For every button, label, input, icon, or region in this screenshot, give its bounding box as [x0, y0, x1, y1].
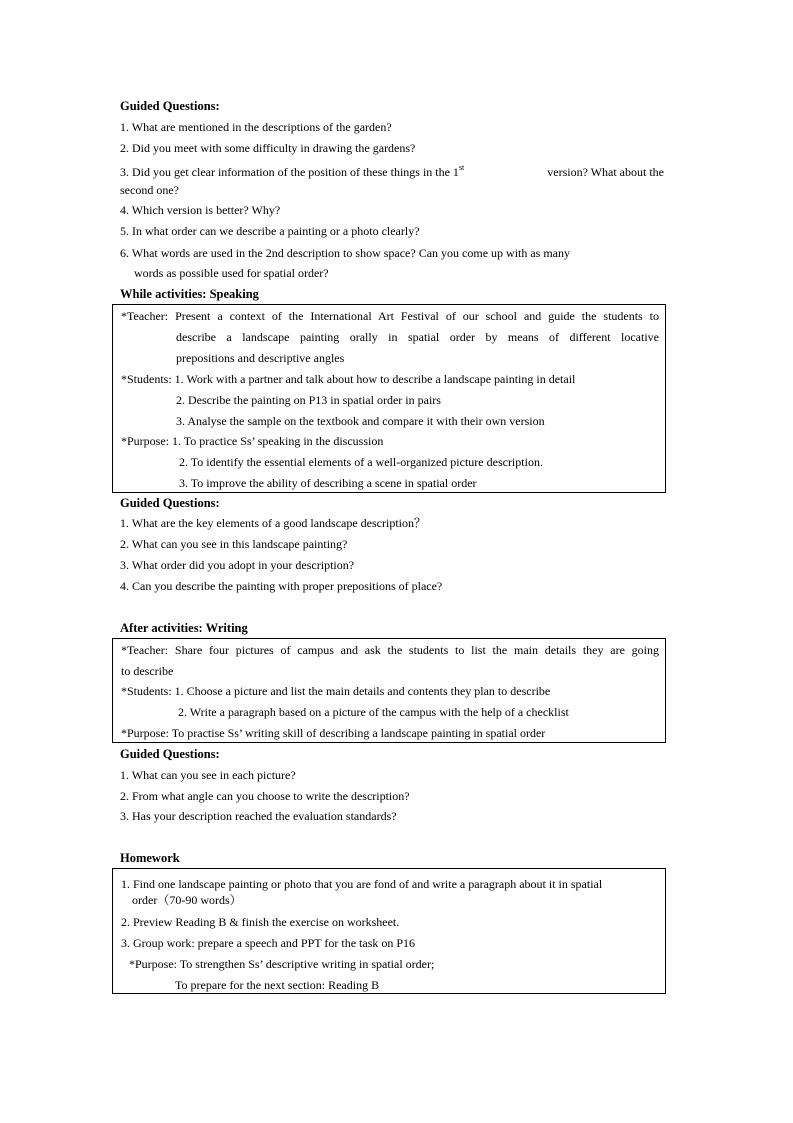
- homework-item: order（70-90 words）: [132, 893, 242, 907]
- students-line: 3. Analyse the sample on the textbook and compare it with their own version: [176, 414, 545, 428]
- question-item: 3. Has your description reached the evaluation standards?: [120, 809, 397, 823]
- purpose-line: *Purpose: To strengthen Ss’ descriptive writing in spatial order;: [129, 957, 435, 971]
- homework-item: 3. Group work: prepare a speech and PPT for the task on P16: [121, 936, 416, 950]
- teacher-line: *Teacher: Present a context of the International Art Festival of our school and guide the students to: [121, 309, 659, 323]
- question-item: 1. What are mentioned in the descriptions of the garden?: [120, 120, 392, 134]
- question-item: words as possible used for spatial order?: [134, 266, 329, 280]
- homework-box: [112, 868, 666, 994]
- teacher-line: *Teacher: Share four pictures of campus and ask the students to list the main details they are going: [121, 643, 659, 657]
- question-item: 2. From what angle can you choose to write the description?: [120, 789, 410, 803]
- question-3-tail: version? What about the: [547, 165, 664, 179]
- guided-questions-heading: Guided Questions:: [120, 747, 220, 761]
- question-item: [120, 165, 664, 180]
- writing-activity-box: [112, 638, 666, 743]
- teacher-line: to describe: [121, 664, 174, 678]
- question-item: 1. What can you see in each picture?: [120, 768, 296, 782]
- question-item: 6. What words are used in the 2nd description to show space? Can you come up with as many: [120, 246, 571, 260]
- guided-questions-heading: Guided Questions:: [120, 99, 220, 113]
- students-line: *Students: 1. Work with a partner and talk about how to describe a landscape painting in detail: [121, 372, 576, 386]
- students-line: *Students: 1. Choose a picture and list the main details and contents they plan to describe: [121, 684, 551, 698]
- teacher-line: prepositions and descriptive angles: [176, 351, 345, 365]
- purpose-line: *Purpose: To practise Ss’ writing skill of describing a landscape painting in spatial order: [121, 726, 546, 740]
- purpose-line: 3. To improve the ability of describing a scene in spatial order: [179, 476, 477, 490]
- writing-heading: After activities: Writing: [120, 621, 248, 635]
- question-item: 1. What are the key elements of a good landscape description？: [120, 516, 427, 530]
- question-item: 3. What order did you adopt in your description?: [120, 558, 355, 572]
- purpose-line: 2. To identify the essential elements of a well-organized picture description.: [179, 455, 543, 469]
- ordinal-superscript: st: [458, 163, 465, 172]
- question-item: 4. Can you describe the painting with proper prepositions of place?: [120, 579, 443, 593]
- homework-heading: Homework: [120, 851, 180, 865]
- students-line: 2. Write a paragraph based on a picture of the campus with the help of a checklist: [178, 705, 569, 719]
- question-item: 2. Did you meet with some difficulty in drawing the gardens?: [120, 141, 416, 155]
- students-line: 2. Describe the painting on P13 in spatial order in pairs: [176, 393, 441, 407]
- question-item: 4. Which version is better? Why?: [120, 203, 281, 217]
- question-item: 5. In what order can we describe a painting or a photo clearly?: [120, 224, 420, 238]
- homework-item: 1. Find one landscape painting or photo that you are fond of and write a paragraph about it in spatial: [121, 877, 603, 891]
- purpose-line: *Purpose: 1. To practice Ss’ speaking in the discussion: [121, 434, 384, 448]
- question-item: second one?: [120, 183, 179, 197]
- speaking-heading: While activities: Speaking: [120, 287, 259, 301]
- speaking-activity-box: [112, 304, 666, 493]
- question-3-text: 3. Did you get clear information of the position of these things in the 1: [120, 165, 459, 179]
- teacher-line: describe a landscape painting orally in spatial order by means of different locative: [176, 330, 659, 344]
- homework-item: 2. Preview Reading B & finish the exercise on worksheet.: [121, 915, 400, 929]
- question-item: 2. What can you see in this landscape painting?: [120, 537, 348, 551]
- guided-questions-heading: Guided Questions:: [120, 496, 220, 510]
- purpose-line: To prepare for the next section: Reading B: [175, 978, 380, 992]
